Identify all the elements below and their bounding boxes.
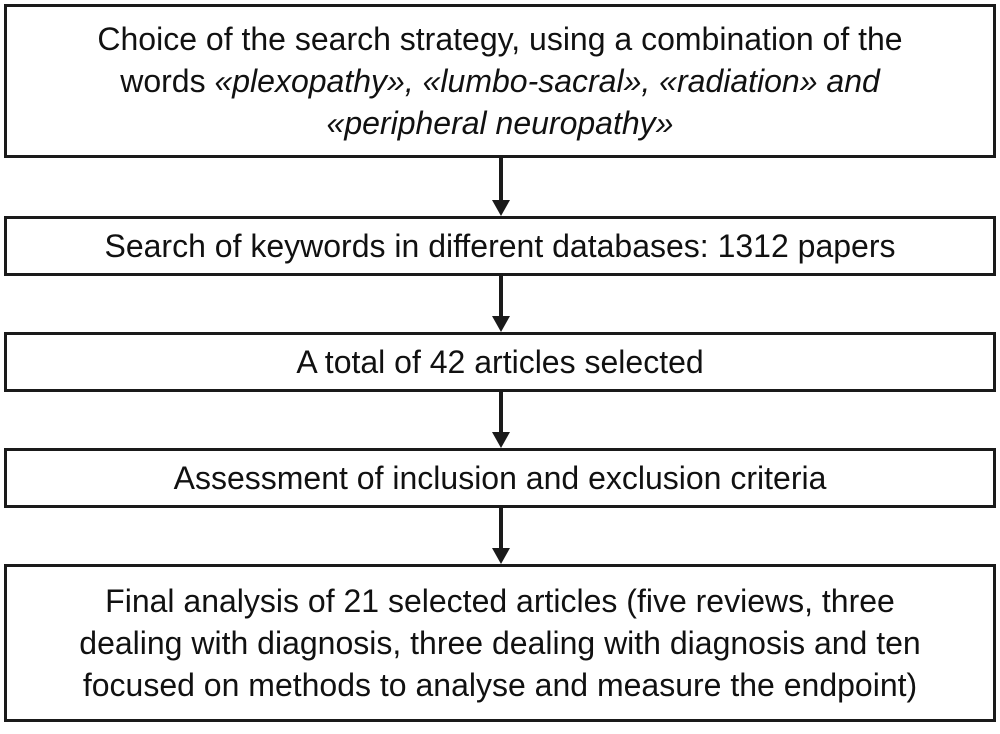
step-1-line-2-plain: words [120,63,215,99]
arrowhead-3 [492,432,510,448]
connector-1 [499,158,503,202]
step-1-text [97,18,902,144]
step-3-box [4,332,996,392]
step-2-box [4,216,996,276]
connector-4 [499,508,503,550]
connector-3 [499,392,503,434]
step-1-line-2-italic: «plexopathy», «lumbo-sacral», «radiation» and [214,63,880,99]
connector-2 [499,276,503,318]
step-2-text: Search of keywords in different databases: 1312 papers [104,228,896,264]
arrowhead-1 [492,200,510,216]
step-3-text: A total of 42 articles selected [296,344,704,380]
step-1-box [4,4,996,158]
step-4-box [4,448,996,508]
arrowhead-4 [492,548,510,564]
step-5-line-2: dealing with diagnosis, three dealing with diagnosis and ten [79,625,921,661]
step-5-line-3: focused on methods to analyse and measure the endpoint) [82,667,918,703]
step-5-text [79,580,920,706]
step-4-text: Assessment of inclusion and exclusion criteria [173,460,827,496]
step-1-line-3: «peripheral neuropathy» [326,105,674,141]
step-5-box [4,564,996,722]
step-5-line-1: Final analysis of 21 selected articles (five reviews, three [105,583,895,619]
arrowhead-2 [492,316,510,332]
step-1-line-1: Choice of the search strategy, using a combination of the [97,21,903,57]
step-1-line-2 [97,60,902,102]
